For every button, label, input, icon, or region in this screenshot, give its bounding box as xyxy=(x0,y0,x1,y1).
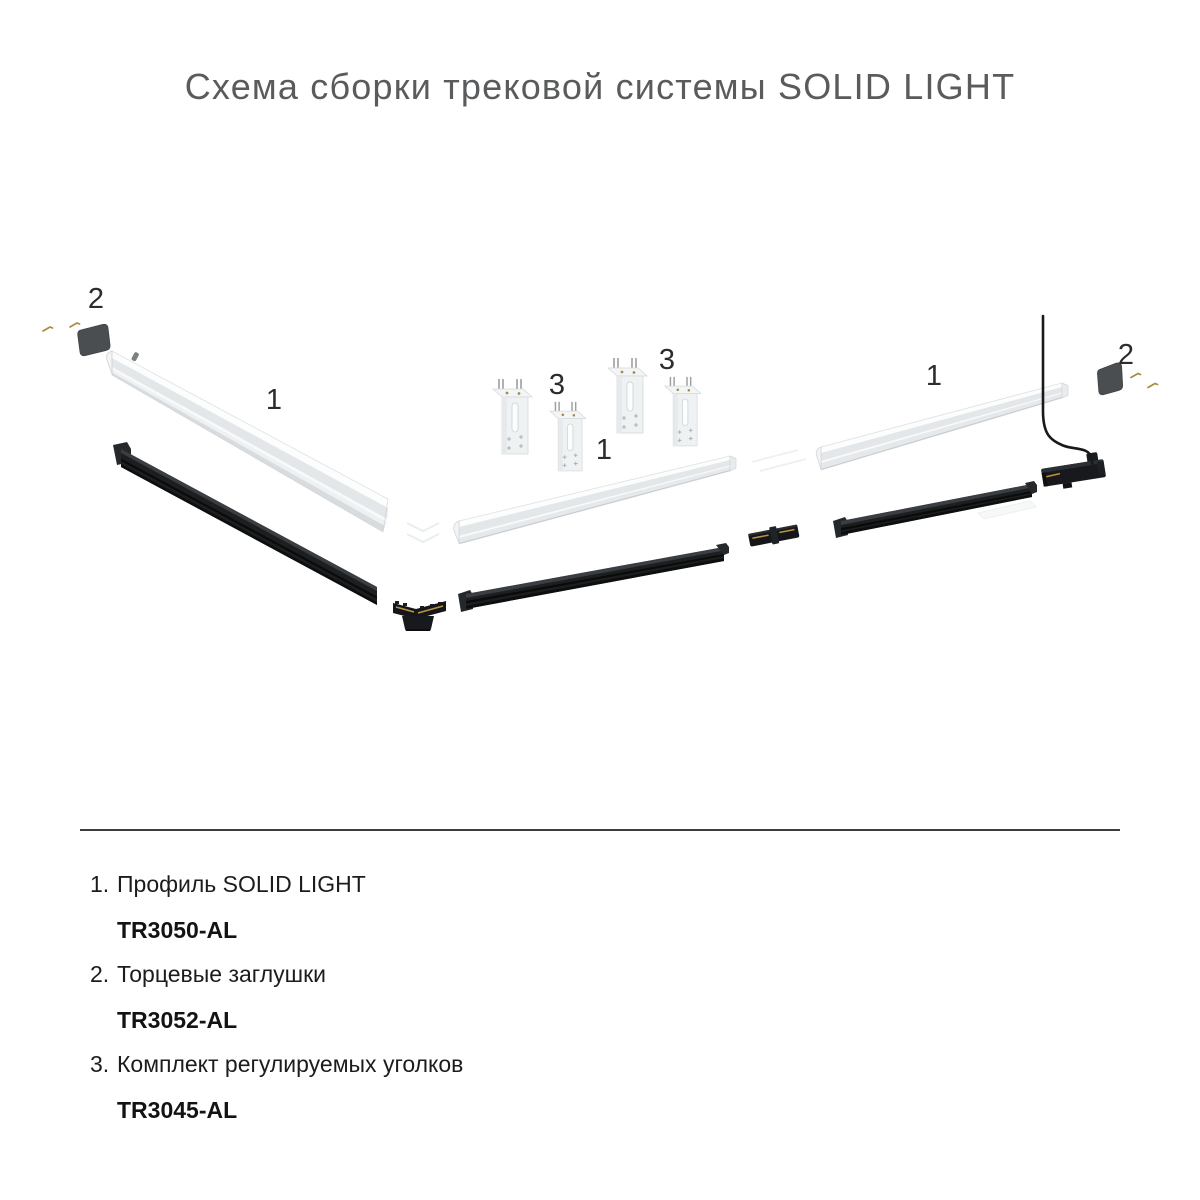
callout-brackets-right: 3 xyxy=(658,344,676,376)
profile-right xyxy=(816,383,1068,470)
mounting-bracket-2 xyxy=(550,402,586,471)
page-title: Схема сборки трековой системы SOLID LIGHT xyxy=(184,66,1016,107)
legend-item-label: Комплект регулируемых уголков xyxy=(117,1051,464,1077)
legend-item-code: TR3052-AL xyxy=(117,1007,238,1033)
divider xyxy=(80,829,1120,831)
legend-item-label: Торцевые заглушки xyxy=(117,961,326,987)
legend-item-label: Профиль SOLID LIGHT xyxy=(117,871,366,897)
track-center xyxy=(458,543,729,612)
legend-item-profile xyxy=(90,869,790,945)
legend-item-number: 1. xyxy=(90,871,110,897)
screws-right xyxy=(1131,374,1158,388)
profile-center xyxy=(454,456,736,544)
legend-item-code: TR3050-AL xyxy=(117,917,238,943)
legend-item-number: 3. xyxy=(90,1051,110,1077)
power-feed-connector xyxy=(1040,451,1107,491)
legend-item-end-caps xyxy=(90,959,790,1035)
callout-end-cap-right: 2 xyxy=(1117,339,1135,371)
mounting-bracket-3 xyxy=(608,358,647,433)
callout-profile-left: 1 xyxy=(265,384,283,416)
callout-profile-right: 1 xyxy=(925,360,943,392)
mounting-bracket-1 xyxy=(493,379,532,454)
callout-brackets-left: 3 xyxy=(548,369,566,401)
track-left xyxy=(113,442,377,605)
corner-connector xyxy=(393,601,446,631)
legend-item-brackets xyxy=(90,1049,790,1125)
end-cap-left xyxy=(78,324,110,355)
legend-item-code: TR3045-AL xyxy=(117,1097,238,1123)
straight-connector xyxy=(748,522,800,549)
legend-item-number: 2. xyxy=(90,961,110,987)
callout-end-cap-left: 2 xyxy=(87,283,105,315)
legend xyxy=(90,869,790,1139)
screws-left xyxy=(43,323,80,331)
callout-profile-center: 1 xyxy=(595,434,613,466)
mounting-bracket-4 xyxy=(665,377,701,446)
profile-left xyxy=(106,351,388,532)
